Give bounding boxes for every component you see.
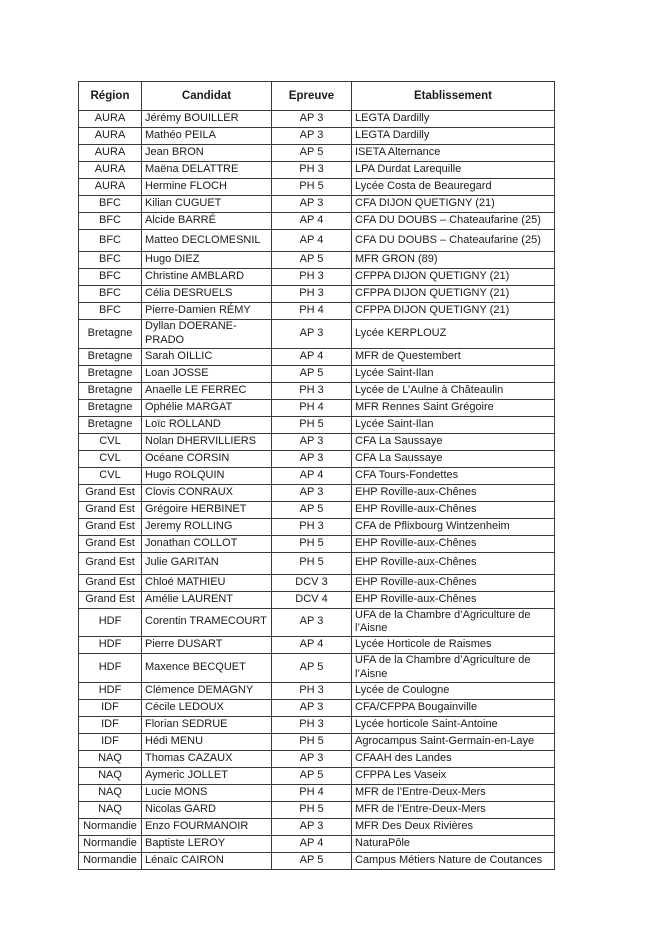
cell-region: AURA [79, 128, 142, 145]
cell-region: AURA [79, 162, 142, 179]
table-row [79, 733, 555, 750]
cell-etablissement: EHP Roville-aux-Chênes [352, 535, 555, 552]
cell-epreuve: AP 3 [272, 818, 352, 835]
cell-etablissement: ISETA Alternance [352, 145, 555, 162]
cell-candidat: Célia DESRUELS [142, 286, 272, 303]
table-row [79, 699, 555, 716]
table-row [79, 591, 555, 608]
table-row [79, 145, 555, 162]
cell-etablissement: UFA de la Chambre d’Agriculture de l’Aisne [352, 608, 555, 637]
cell-etablissement: CFA La Saussaye [352, 433, 555, 450]
cell-candidat: Enzo FOURMANOIR [142, 818, 272, 835]
cell-candidat: Dyllan DOERANE-PRADO [142, 320, 272, 349]
cell-candidat: Jean BRON [142, 145, 272, 162]
cell-epreuve: PH 4 [272, 784, 352, 801]
cell-region: Grand Est [79, 501, 142, 518]
cell-candidat: Lénaïc CAIRON [142, 852, 272, 869]
table-row [79, 382, 555, 399]
cell-epreuve: AP 5 [272, 365, 352, 382]
cell-region: HDF [79, 608, 142, 637]
column-header-region: Région [79, 82, 142, 111]
cell-region: Grand Est [79, 552, 142, 574]
cell-epreuve: AP 4 [272, 637, 352, 654]
cell-epreuve: AP 3 [272, 320, 352, 349]
cell-candidat: Christine AMBLARD [142, 269, 272, 286]
table-row [79, 654, 555, 683]
cell-candidat: Cécile LEDOUX [142, 699, 272, 716]
table-row [79, 128, 555, 145]
cell-etablissement: CFA Tours-Fondettes [352, 467, 555, 484]
cell-etablissement: EHP Roville-aux-Chênes [352, 552, 555, 574]
cell-epreuve: AP 5 [272, 501, 352, 518]
cell-etablissement: Lycée de L’Aulne à Châteaulin [352, 382, 555, 399]
cell-candidat: Hugo DIEZ [142, 252, 272, 269]
cell-candidat: Maxence BECQUET [142, 654, 272, 683]
cell-etablissement: MFR de l’Entre-Deux-Mers [352, 784, 555, 801]
cell-epreuve: AP 3 [272, 608, 352, 637]
cell-etablissement: Lycée Horticole de Raismes [352, 637, 555, 654]
cell-epreuve: PH 3 [272, 162, 352, 179]
cell-epreuve: PH 5 [272, 535, 352, 552]
cell-candidat: Clémence DEMAGNY [142, 682, 272, 699]
cell-epreuve: AP 4 [272, 230, 352, 252]
cell-etablissement: CFPPA DIJON QUETIGNY (21) [352, 303, 555, 320]
cell-candidat: Kilian CUGUET [142, 196, 272, 213]
cell-etablissement: EHP Roville-aux-Chênes [352, 591, 555, 608]
cell-region: IDF [79, 716, 142, 733]
table-row [79, 230, 555, 252]
cell-candidat: Amélie LAURENT [142, 591, 272, 608]
cell-epreuve: AP 3 [272, 750, 352, 767]
cell-candidat: Ophélie MARGAT [142, 399, 272, 416]
cell-candidat: Anaelle LE FERREC [142, 382, 272, 399]
table-row [79, 535, 555, 552]
header-row [79, 82, 555, 111]
cell-candidat: Nolan DHERVILLIERS [142, 433, 272, 450]
table-row [79, 416, 555, 433]
cell-etablissement: CFA DIJON QUETIGNY (21) [352, 196, 555, 213]
cell-epreuve: AP 3 [272, 433, 352, 450]
cell-candidat: Baptiste LEROY [142, 835, 272, 852]
cell-epreuve: PH 3 [272, 682, 352, 699]
table-row [79, 767, 555, 784]
cell-epreuve: AP 4 [272, 467, 352, 484]
cell-candidat: Aymeric JOLLET [142, 767, 272, 784]
cell-region: Grand Est [79, 518, 142, 535]
cell-etablissement: EHP Roville-aux-Chênes [352, 484, 555, 501]
table-row [79, 433, 555, 450]
column-header-candidat: Candidat [142, 82, 272, 111]
cell-region: BFC [79, 196, 142, 213]
cell-region: AURA [79, 111, 142, 128]
cell-candidat: Matteo DECLOMESNIL [142, 230, 272, 252]
cell-etablissement: LPA Durdat Larequille [352, 162, 555, 179]
table-row [79, 179, 555, 196]
table-row [79, 252, 555, 269]
table-row [79, 162, 555, 179]
cell-candidat: Jeremy ROLLING [142, 518, 272, 535]
cell-etablissement: Lycée Saint-Ilan [352, 416, 555, 433]
cell-etablissement: CFA La Saussaye [352, 450, 555, 467]
table-row [79, 399, 555, 416]
cell-region: Bretagne [79, 320, 142, 349]
cell-etablissement: CFPPA DIJON QUETIGNY (21) [352, 269, 555, 286]
cell-etablissement: Lycée KERPLOUZ [352, 320, 555, 349]
table-row [79, 835, 555, 852]
cell-region: CVL [79, 467, 142, 484]
cell-region: BFC [79, 213, 142, 230]
cell-epreuve: PH 3 [272, 716, 352, 733]
cell-region: NAQ [79, 784, 142, 801]
cell-epreuve: AP 5 [272, 145, 352, 162]
table-row [79, 784, 555, 801]
cell-candidat: Pierre DUSART [142, 637, 272, 654]
cell-region: Grand Est [79, 484, 142, 501]
results-table [78, 81, 555, 870]
table-row [79, 213, 555, 230]
column-header-etablissement: Etablissement [352, 82, 555, 111]
cell-region: BFC [79, 286, 142, 303]
table-row [79, 111, 555, 128]
cell-epreuve: PH 5 [272, 552, 352, 574]
table-row [79, 518, 555, 535]
cell-etablissement: EHP Roville-aux-Chênes [352, 574, 555, 591]
cell-region: Normandie [79, 852, 142, 869]
cell-candidat: Océane CORSIN [142, 450, 272, 467]
cell-etablissement: MFR de Questembert [352, 348, 555, 365]
cell-region: Grand Est [79, 535, 142, 552]
cell-epreuve: AP 3 [272, 128, 352, 145]
cell-epreuve: AP 5 [272, 654, 352, 683]
cell-epreuve: PH 3 [272, 382, 352, 399]
table-row [79, 818, 555, 835]
cell-epreuve: AP 3 [272, 484, 352, 501]
table-row [79, 716, 555, 733]
cell-etablissement: CFA/CFPPA Bougainville [352, 699, 555, 716]
cell-candidat: Julie GARITAN [142, 552, 272, 574]
cell-candidat: Mathéo PEILA [142, 128, 272, 145]
cell-epreuve: PH 4 [272, 399, 352, 416]
cell-epreuve: AP 4 [272, 348, 352, 365]
table-body [79, 111, 555, 870]
cell-candidat: Loan JOSSE [142, 365, 272, 382]
cell-region: Bretagne [79, 348, 142, 365]
cell-candidat: Jonathan COLLOT [142, 535, 272, 552]
cell-region: BFC [79, 303, 142, 320]
cell-region: Bretagne [79, 416, 142, 433]
cell-region: AURA [79, 179, 142, 196]
column-header-epreuve: Epreuve [272, 82, 352, 111]
cell-candidat: Alcide BARRÉ [142, 213, 272, 230]
cell-candidat: Chloé MATHIEU [142, 574, 272, 591]
cell-etablissement: MFR GRON (89) [352, 252, 555, 269]
cell-candidat: Loïc ROLLAND [142, 416, 272, 433]
cell-candidat: Clovis CONRAUX [142, 484, 272, 501]
cell-etablissement: Lycée horticole Saint-Antoine [352, 716, 555, 733]
cell-etablissement: CFPPA DIJON QUETIGNY (21) [352, 286, 555, 303]
cell-region: NAQ [79, 767, 142, 784]
cell-etablissement: CFAAH des Landes [352, 750, 555, 767]
cell-region: BFC [79, 269, 142, 286]
cell-region: Grand Est [79, 591, 142, 608]
cell-epreuve: PH 3 [272, 269, 352, 286]
cell-epreuve: AP 3 [272, 111, 352, 128]
cell-region: HDF [79, 682, 142, 699]
cell-region: NAQ [79, 750, 142, 767]
cell-epreuve: PH 5 [272, 733, 352, 750]
cell-epreuve: AP 3 [272, 699, 352, 716]
table-row [79, 682, 555, 699]
cell-region: Bretagne [79, 382, 142, 399]
table-row [79, 484, 555, 501]
cell-candidat: Pierre-Damien RÉMY [142, 303, 272, 320]
cell-etablissement: Agrocampus Saint-Germain-en-Laye [352, 733, 555, 750]
cell-epreuve: PH 5 [272, 416, 352, 433]
cell-etablissement: Lycée Costa de Beauregard [352, 179, 555, 196]
table-row [79, 852, 555, 869]
cell-region: HDF [79, 637, 142, 654]
cell-candidat: Jérémy BOUILLER [142, 111, 272, 128]
cell-region: Normandie [79, 818, 142, 835]
cell-etablissement: MFR Des Deux Rivières [352, 818, 555, 835]
table-row [79, 196, 555, 213]
cell-candidat: Nicolas GARD [142, 801, 272, 818]
cell-candidat: Hugo ROLQUIN [142, 467, 272, 484]
cell-region: IDF [79, 699, 142, 716]
cell-region: BFC [79, 252, 142, 269]
cell-etablissement: CFPPA Les Vaseix [352, 767, 555, 784]
cell-region: HDF [79, 654, 142, 683]
table-row [79, 801, 555, 818]
cell-epreuve: DCV 4 [272, 591, 352, 608]
cell-epreuve: AP 3 [272, 196, 352, 213]
cell-epreuve: AP 5 [272, 252, 352, 269]
cell-candidat: Sarah OILLIC [142, 348, 272, 365]
cell-candidat: Hédi MENU [142, 733, 272, 750]
cell-etablissement: Campus Métiers Nature de Coutances [352, 852, 555, 869]
cell-epreuve: PH 4 [272, 303, 352, 320]
table-row [79, 552, 555, 574]
cell-region: NAQ [79, 801, 142, 818]
table-row [79, 303, 555, 320]
cell-epreuve: PH 5 [272, 801, 352, 818]
cell-candidat: Corentin TRAMECOURT [142, 608, 272, 637]
table-row [79, 348, 555, 365]
table-row [79, 467, 555, 484]
cell-candidat: Florian SEDRUE [142, 716, 272, 733]
cell-candidat: Thomas CAZAUX [142, 750, 272, 767]
cell-region: BFC [79, 230, 142, 252]
table-row [79, 450, 555, 467]
cell-region: CVL [79, 450, 142, 467]
cell-etablissement: LEGTA Dardilly [352, 128, 555, 145]
cell-region: Grand Est [79, 574, 142, 591]
cell-etablissement: MFR Rennes Saint Grégoire [352, 399, 555, 416]
cell-region: AURA [79, 145, 142, 162]
cell-epreuve: AP 4 [272, 213, 352, 230]
cell-candidat: Grégoire HERBINET [142, 501, 272, 518]
cell-epreuve: DCV 3 [272, 574, 352, 591]
cell-etablissement: CFA DU DOUBS – Chateaufarine (25) [352, 230, 555, 252]
cell-region: Bretagne [79, 365, 142, 382]
cell-candidat: Lucie MONS [142, 784, 272, 801]
table-row [79, 574, 555, 591]
table-row [79, 637, 555, 654]
table-header [79, 82, 555, 111]
cell-etablissement: MFR de l’Entre-Deux-Mers [352, 801, 555, 818]
cell-region: Bretagne [79, 399, 142, 416]
cell-epreuve: AP 5 [272, 852, 352, 869]
cell-epreuve: PH 3 [272, 286, 352, 303]
cell-region: CVL [79, 433, 142, 450]
cell-etablissement: CFA de Pflixbourg Wintzenheim [352, 518, 555, 535]
cell-epreuve: AP 3 [272, 450, 352, 467]
cell-candidat: Maëna DELATTRE [142, 162, 272, 179]
cell-etablissement: CFA DU DOUBS – Chateaufarine (25) [352, 213, 555, 230]
cell-region: IDF [79, 733, 142, 750]
table-row [79, 286, 555, 303]
cell-epreuve: PH 5 [272, 179, 352, 196]
cell-etablissement: Lycée Saint-Ilan [352, 365, 555, 382]
table-row [79, 501, 555, 518]
cell-candidat: Hermine FLOCH [142, 179, 272, 196]
cell-etablissement: Lycée de Coulogne [352, 682, 555, 699]
cell-epreuve: PH 3 [272, 518, 352, 535]
table-row [79, 608, 555, 637]
cell-epreuve: AP 4 [272, 835, 352, 852]
cell-etablissement: EHP Roville-aux-Chênes [352, 501, 555, 518]
cell-epreuve: AP 5 [272, 767, 352, 784]
table-row [79, 269, 555, 286]
cell-etablissement: UFA de la Chambre d’Agriculture de l’Aisne [352, 654, 555, 683]
table-row [79, 320, 555, 349]
table-row [79, 750, 555, 767]
cell-etablissement: LEGTA Dardilly [352, 111, 555, 128]
cell-region: Normandie [79, 835, 142, 852]
table-row [79, 365, 555, 382]
cell-etablissement: NaturaPôle [352, 835, 555, 852]
